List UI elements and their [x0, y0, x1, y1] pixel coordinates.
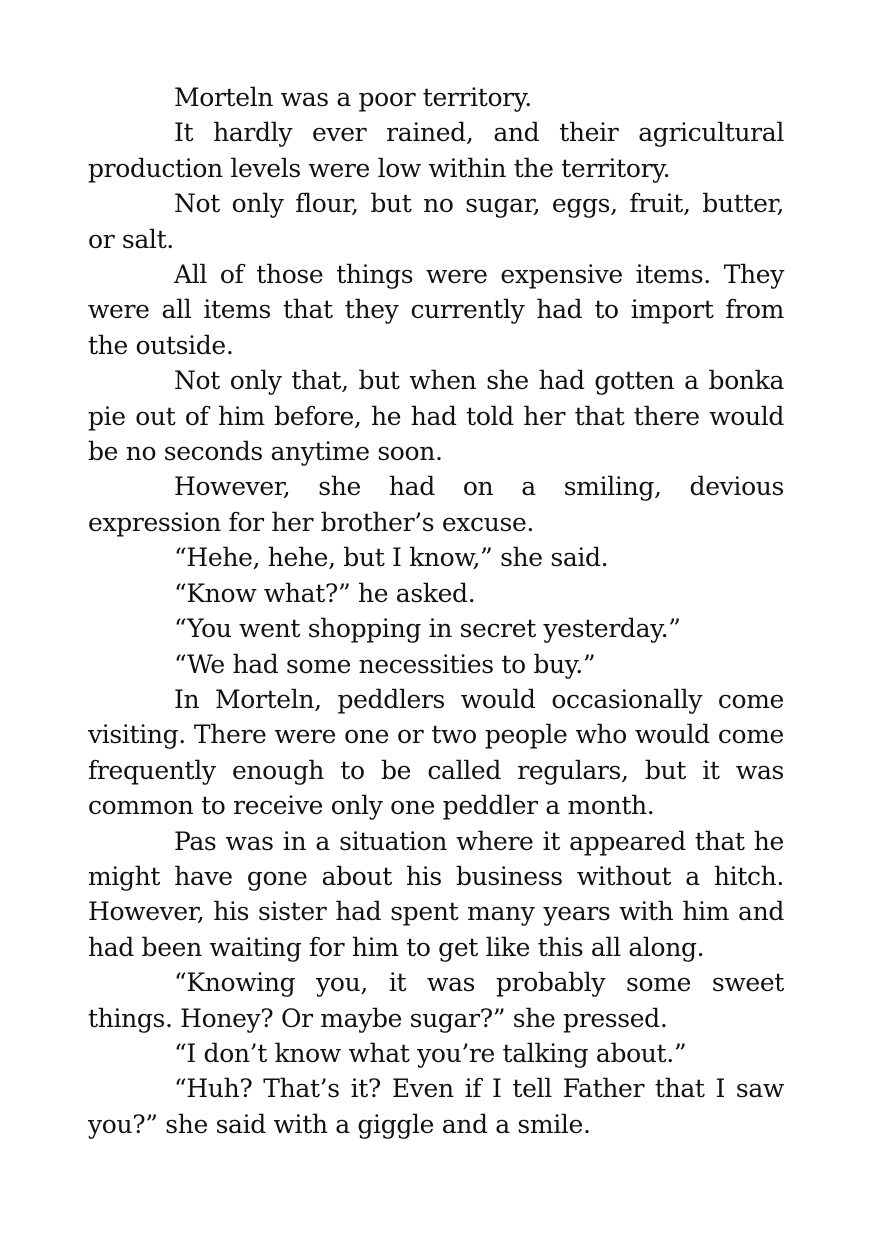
paragraph: “Knowing you, it was probably some sweet things. Honey? Or maybe sugar?” she pressed.	[88, 968, 784, 1033]
paragraph: “Know what?” he asked.	[174, 578, 476, 608]
paragraph: Not only flour, but no sugar, eggs, fruit, butter, or salt.	[88, 189, 784, 254]
paragraph: Pas was in a situation where it appeared that he might have gone about his business without a hitch. However, his sister had spent many years with him and had been waiting for him to get like this all along.	[88, 826, 784, 962]
paragraph: All of those things were expensive items. They were all items that they currently had to import from the outside.	[88, 260, 784, 360]
paragraph: “Hehe, hehe, but I know,” she said.	[174, 543, 609, 573]
paragraph: However, she had on a smiling, devious expression for her brother’s excuse.	[88, 472, 784, 537]
paragraph: “You went shopping in secret yesterday.”	[174, 614, 681, 644]
paragraph: Not only that, but when she had gotten a bonka pie out of him before, he had told her that there would be no seconds anytime soon.	[88, 366, 784, 467]
page-body	[88, 80, 784, 1142]
paragraph: It hardly ever rained, and their agricultural production levels were low within the territory.	[88, 118, 784, 183]
paragraph: “I don’t know what you’re talking about.”	[174, 1038, 687, 1068]
paragraph: “We had some necessities to buy.”	[174, 649, 596, 679]
paragraph: “Huh? That’s it? Even if I tell Father that I saw you?” she said with a giggle and a smile.	[88, 1074, 784, 1139]
paragraph: Morteln was a poor territory.	[174, 83, 532, 112]
paragraph: In Morteln, peddlers would occasionally come visiting. There were one or two people who would come frequently enough to be called regulars, but it was common to receive only one peddler a month.	[88, 684, 784, 821]
